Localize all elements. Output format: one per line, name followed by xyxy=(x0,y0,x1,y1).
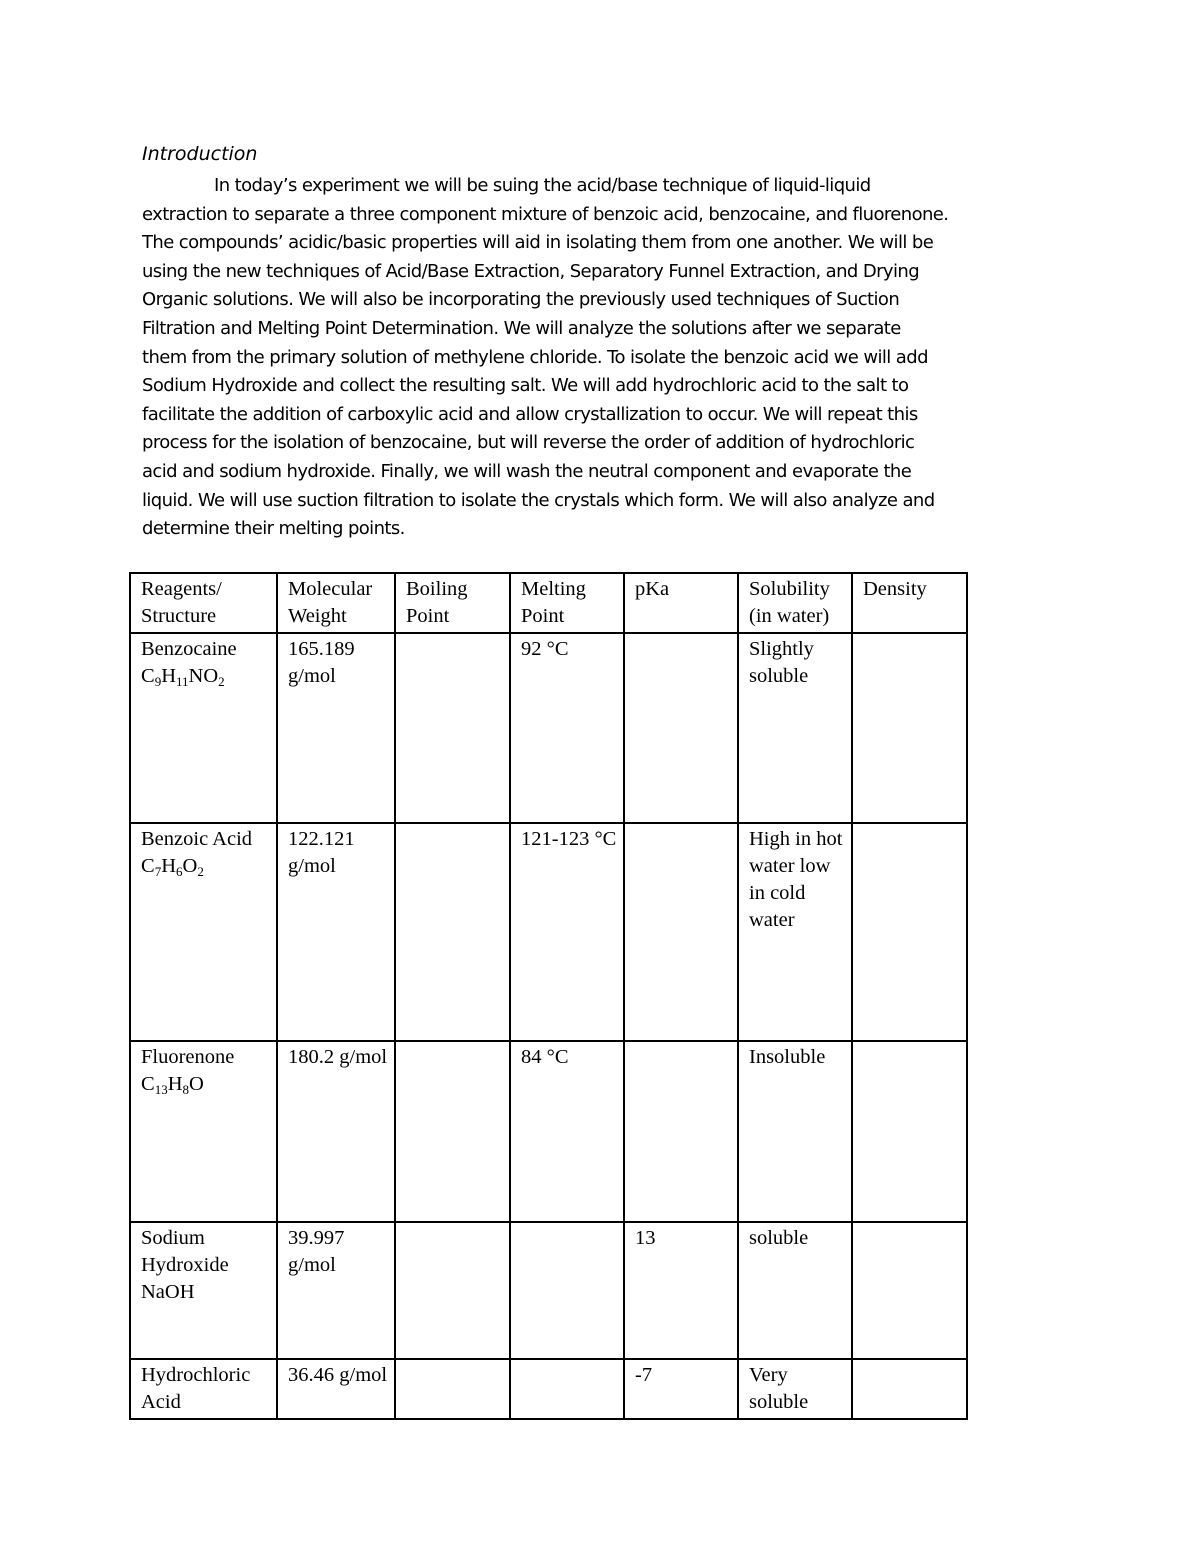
paragraph-line: facilitate the addition of carboxylic acid and allow crystallization to occur. We will repeat this xyxy=(142,403,918,425)
table-row xyxy=(130,1359,967,1419)
paragraph-line: In today’s experiment we will be suing the acid/base technique of liquid-liquid xyxy=(214,175,871,196)
paragraph-line: process for the isolation of benzocaine, but will reverse the order of addition of hydrochloric xyxy=(142,432,915,454)
header-pka: pKa xyxy=(624,573,738,633)
paragraph-line: determine their melting points. xyxy=(142,518,405,540)
cell-reagent xyxy=(130,823,277,1041)
table-header-row xyxy=(130,573,967,633)
paragraph-line: liquid. We will use suction filtration to isolate the crystals which form. We will also analyze and xyxy=(142,489,935,511)
cell-melting-point: 84 °C xyxy=(510,1041,624,1222)
cell-melting-point: 92 °C xyxy=(510,633,624,823)
table-row xyxy=(130,1041,967,1222)
cell-melting-point xyxy=(510,1222,624,1359)
cell-reagent xyxy=(130,1041,277,1222)
cell-pka: 13 xyxy=(624,1222,738,1359)
cell-boiling-point xyxy=(395,1041,510,1222)
header-molecular-weight: Molecular Weight xyxy=(277,573,395,633)
reagent-name: Fluorenone xyxy=(141,1046,235,1068)
reagent-name: Benzocaine xyxy=(141,638,237,660)
cell-density xyxy=(852,633,967,823)
cell-melting-point xyxy=(510,1359,624,1419)
reagent-name: Sodium Hydroxide xyxy=(141,1227,229,1276)
cell-pka: -7 xyxy=(624,1359,738,1419)
reagent-name: Benzoic Acid xyxy=(141,828,253,850)
cell-pka xyxy=(624,823,738,1041)
section-heading: Introduction xyxy=(142,143,258,165)
cell-solubility: Insoluble xyxy=(738,1041,852,1222)
cell-boiling-point xyxy=(395,1222,510,1359)
paragraph-line: extraction to separate a three component mixture of benzoic acid, benzocaine, and fluorenone. xyxy=(142,203,949,225)
reagent-formula: $C_9H_{11}NO_2$ xyxy=(141,665,225,689)
cell-molecular-weight: 39.997 g/mol xyxy=(277,1222,395,1359)
paragraph-line: Sodium Hydroxide and collect the resulting salt. We will add hydrochloric acid to the salt to xyxy=(142,375,909,397)
cell-solubility: soluble xyxy=(738,1222,852,1359)
cell-density xyxy=(852,823,967,1041)
cell-boiling-point xyxy=(395,633,510,823)
paragraph-line: Organic solutions. We will also be incorporating the previously used techniques of Suction xyxy=(142,289,900,311)
reagent-name: Hydrochloric Acid xyxy=(141,1364,251,1413)
cell-boiling-point xyxy=(395,823,510,1041)
cell-melting-point: 121-123 °C xyxy=(510,823,624,1041)
header-melting-point: Melting Point xyxy=(510,573,624,633)
cell-density xyxy=(852,1359,967,1419)
paragraph-line: Filtration and Melting Point Determination. We will analyze the solutions after we separate xyxy=(142,318,901,339)
cell-solubility: Slightly soluble xyxy=(738,633,852,823)
paragraph-line: The compounds’ acidic/basic properties will aid in isolating them from one another. We will be xyxy=(142,232,934,254)
reagent-formula: NaOH xyxy=(141,1281,195,1303)
header-reagent: Reagents/ Structure xyxy=(130,573,277,633)
table-row xyxy=(130,823,967,1041)
header-density: Density xyxy=(852,573,967,633)
cell-reagent xyxy=(130,1222,277,1359)
reagent-formula: $C_{13}H_8O$ xyxy=(141,1073,204,1097)
reagent-formula: $C_7H_6O_2$ xyxy=(141,855,204,879)
cell-boiling-point xyxy=(395,1359,510,1419)
paragraph-line: them from the primary solution of methylene chloride. To isolate the benzoic acid we will add xyxy=(142,346,928,368)
header-boiling-point: Boiling Point xyxy=(395,573,510,633)
cell-solubility: Very soluble xyxy=(738,1359,852,1419)
reagents-table xyxy=(129,572,968,1420)
cell-pka xyxy=(624,1041,738,1222)
cell-molecular-weight: 180.2 g/mol xyxy=(277,1041,395,1222)
header-solubility: Solubility (in water) xyxy=(738,573,852,633)
table-row xyxy=(130,1222,967,1359)
paragraph-line: acid and sodium hydroxide. Finally, we will wash the neutral component and evaporate the xyxy=(142,461,912,482)
paragraph-line: using the new techniques of Acid/Base Extraction, Separatory Funnel Extraction, and Drying xyxy=(142,260,920,282)
cell-density xyxy=(852,1041,967,1222)
cell-molecular-weight: 122.121 g/mol xyxy=(277,823,395,1041)
cell-reagent xyxy=(130,633,277,823)
cell-density xyxy=(852,1222,967,1359)
cell-pka xyxy=(624,633,738,823)
cell-solubility: High in hot water low in cold water xyxy=(738,823,852,1041)
cell-molecular-weight: 36.46 g/mol xyxy=(277,1359,395,1419)
cell-reagent xyxy=(130,1359,277,1419)
table-row xyxy=(130,633,967,823)
cell-molecular-weight: 165.189 g/mol xyxy=(277,633,395,823)
